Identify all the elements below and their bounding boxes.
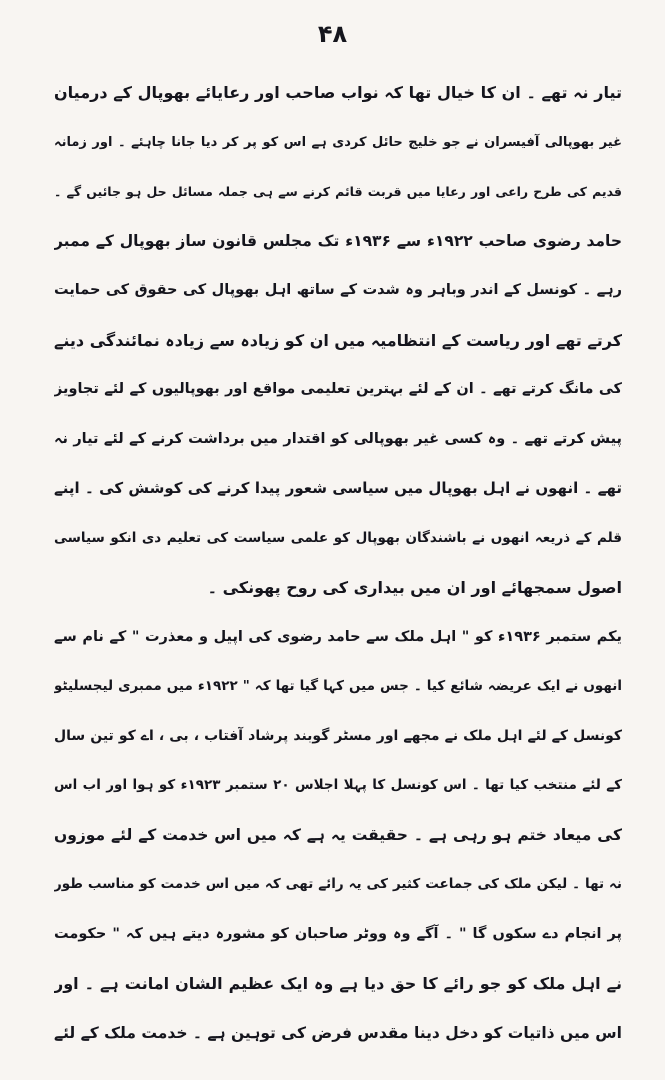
text-line: نے اہل ملک کو جو رائے کا حق دیا ہے وہ ایک عظیم الشان امانت ہے ۔ اور <box>54 974 622 993</box>
text-line: انھوں نے ایک عریضہ شائع کیا ۔ جس میں کہا گیا تھا کہ " ۱۹۲۲ء میں ممبری لیجسلیٹو <box>54 678 622 694</box>
text-line: حامد رضوی صاحب ۱۹۲۲ء سے ۱۹۳۶ء تک مجلس قانون ساز بھوپال کے ممبر <box>54 231 622 250</box>
text-line: پیش کرتے تھے ۔ وہ کسی غیر بھوپالی کو اقتدار میں برداشت کرنے کے لئے تیار نہ <box>54 430 622 447</box>
text-line: کی میعاد ختم ہو رہی ہے ۔ حقیقت یہ ہے کہ میں اس خدمت کے لئے موزوں <box>54 825 622 844</box>
text-line: نہ تھا ۔ لیکن ملک کی جماعت کثیر کی یہ رائے تھی کہ میں اس خدمت کو مناسب طور <box>54 876 622 892</box>
text-line: تیار نہ تھے ۔ ان کا خیال تھا کہ نواب صاحب اور رعایائے بھوپال کے درمیان <box>54 83 622 102</box>
text-line: قدیم کی طرح راعی اور رعایا میں قربت قائم کرنے سے ہی جملہ مسائل حل ہو جائیں گے ۔ <box>54 184 622 199</box>
text-line: کی مانگ کرتے تھے ۔ ان کے لئے بہترین تعلیمی مواقع اور بھوپالیوں کے لئے تجاویز <box>54 381 622 397</box>
body-text <box>54 68 622 1058</box>
text-line: پر انجام دے سکوں گا " ۔ آگے وہ ووٹر صاحبان کو مشورہ دیتے ہیں کہ " حکومت <box>54 925 622 942</box>
text-line: کونسل کے لئے اہل ملک نے مجھے اور مسٹر گوبند پرشاد آفتاب ، بی ، اے کو تین سال <box>54 727 622 744</box>
text-line: اصول سمجھائے اور ان میں بیداری کی روح پھونکی ۔ <box>207 578 622 597</box>
text-line: کرتے تھے اور ریاست کے انتظامیہ میں ان کو زیادہ سے زیادہ نمائندگی دینے <box>54 330 622 350</box>
text-line: رہے ۔ کونسل کے اندر وباہر وہ شدت کے ساتھ اہل بھوپال کی حقوق کی حمایت <box>54 282 622 298</box>
page-number: ۴۸ <box>317 20 348 48</box>
text-line: تھے ۔ انھوں نے اہل بھوپال میں سیاسی شعور پیدا کرنے کی کوشش کی ۔ اپنے <box>54 479 622 497</box>
text-line: قلم کے ذریعہ انھوں نے باشندگان بھوپال کو علمی سیاست کی تعلیم دی انکو سیاسی <box>54 529 622 546</box>
text-line: کے لئے منتخب کیا تھا ۔ اس کونسل کا پہلا اجلاس ۲۰ ستمبر ۱۹۲۳ء کو ہوا اور اب اس <box>54 777 622 793</box>
text-line: یکم ستمبر ۱۹۳۶ء کو " اہل ملک سے حامد رضوی کی اپیل و معذرت " کے نام سے <box>54 628 622 645</box>
text-line: غیر بھوپالی آفیسران نے جو خلیج حائل کردی ہے اس کو پر کر دیا جانا چاہئے ۔ اور زمانہ <box>54 134 622 150</box>
text-line: اس میں ذاتیات کو دخل دینا مقدس فرض کی توہین ہے ۔ خدمت ملک کے لئے <box>54 1023 622 1042</box>
